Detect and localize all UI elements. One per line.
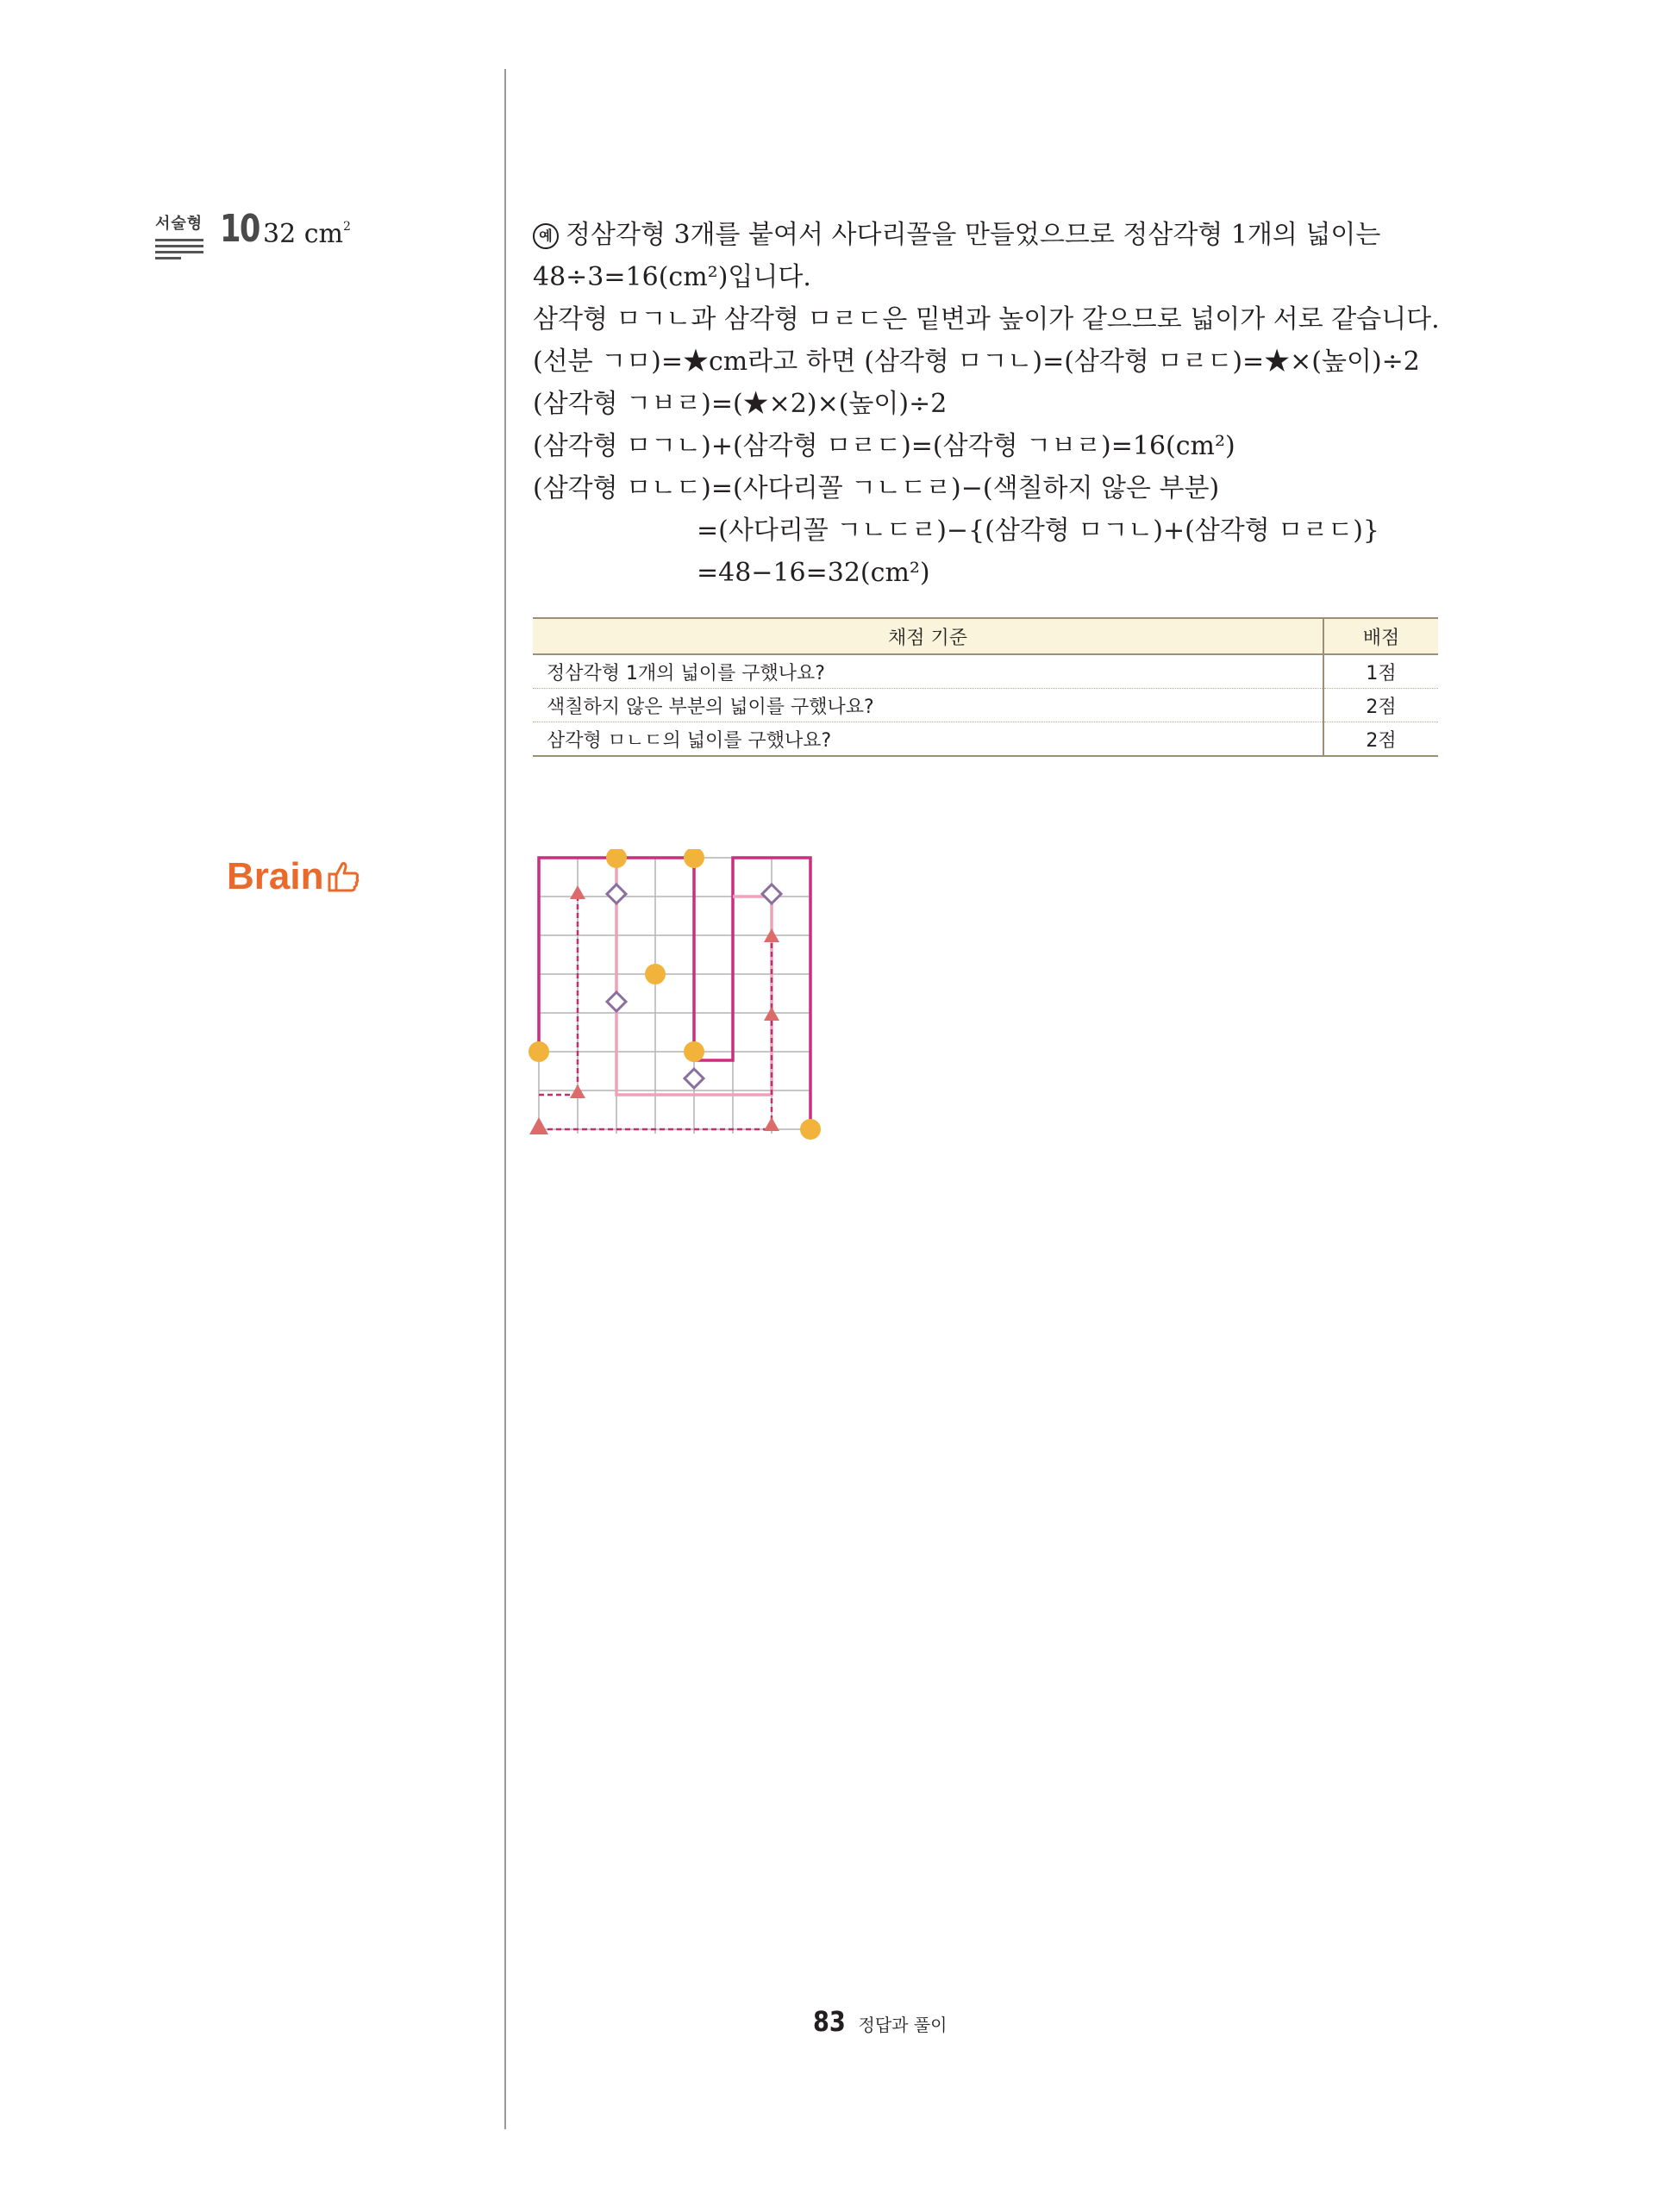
page-section-title: 정답과 풀이 (858, 2015, 948, 2035)
solution-line: 예 정삼각형 3개를 붙여서 사다리꼴을 만들었으므로 정삼각형 1개의 넓이는 (533, 214, 1447, 256)
table-row (533, 689, 1438, 722)
column-divider (504, 69, 506, 2129)
solution-line: (선분 ㄱㅁ)=★cm라고 하면 (삼각형 ㅁㄱㄴ)=(삼각형 ㅁㄹㄷ)=★×(높이)÷2 (533, 347, 1420, 377)
scoring-header-criteria: 채점 기준 (533, 618, 1323, 654)
answer-superscript: 2 (342, 220, 351, 234)
solution-line: =(사다리꼴 ㄱㄴㄷㄹ)−{(삼각형 ㅁㄱㄴ)+(삼각형 ㅁㄹㄷ)} (697, 516, 1380, 546)
question-number: 10 (220, 207, 260, 251)
example-mark: 예 (533, 223, 559, 249)
points-cell: 1점 (1323, 654, 1438, 689)
solution-line: 48÷3=16(cm²)입니다. (533, 262, 811, 292)
brain-logo (227, 855, 361, 898)
question-type-badge (155, 211, 207, 263)
solution-line: =48−16=32(cm²) (697, 558, 930, 588)
page-footer (813, 2005, 948, 2038)
lines-icon (155, 239, 207, 259)
criteria-cell: 색칠하지 않은 부분의 넓이를 구했나요? (533, 689, 1323, 722)
criteria-cell: 정삼각형 1개의 넓이를 구했나요? (533, 654, 1323, 689)
scoring-header-points: 배점 (1323, 618, 1438, 654)
criteria-cell: 삼각형 ㅁㄴㄷ의 넓이를 구했나요? (533, 722, 1323, 757)
question-type: 서술형 (155, 215, 203, 233)
path-puzzle-diagram (528, 849, 838, 1142)
solution-line: (삼각형 ㅁㄱㄴ)+(삼각형 ㅁㄹㄷ)=(삼각형 ㄱㅂㄹ)=16(cm²) (533, 431, 1235, 461)
thumbs-up-icon (327, 860, 361, 893)
solution-line: (삼각형 ㅁㄴㄷ)=(사다리꼴 ㄱㄴㄷㄹ)−(색칠하지 않은 부분) (533, 473, 1220, 503)
solution-line: 삼각형 ㅁㄱㄴ과 삼각형 ㅁㄹㄷ은 밑변과 높이가 같으므로 넓이가 서로 같습니다. (533, 304, 1440, 334)
scoring-table (533, 617, 1438, 757)
triangle-markers (529, 885, 779, 1134)
points-cell: 2점 (1323, 689, 1438, 722)
question-answer (263, 219, 351, 249)
solution-line: (삼각형 ㄱㅂㄹ)=(★×2)×(높이)÷2 (533, 389, 948, 419)
table-row (533, 654, 1438, 689)
solution-text (533, 214, 1447, 594)
page-number: 83 (813, 2005, 846, 2038)
points-cell: 2점 (1323, 722, 1438, 757)
table-row (533, 722, 1438, 757)
brain-logo-text: Brain (227, 855, 324, 897)
answer-value: 32 cm (263, 219, 343, 249)
